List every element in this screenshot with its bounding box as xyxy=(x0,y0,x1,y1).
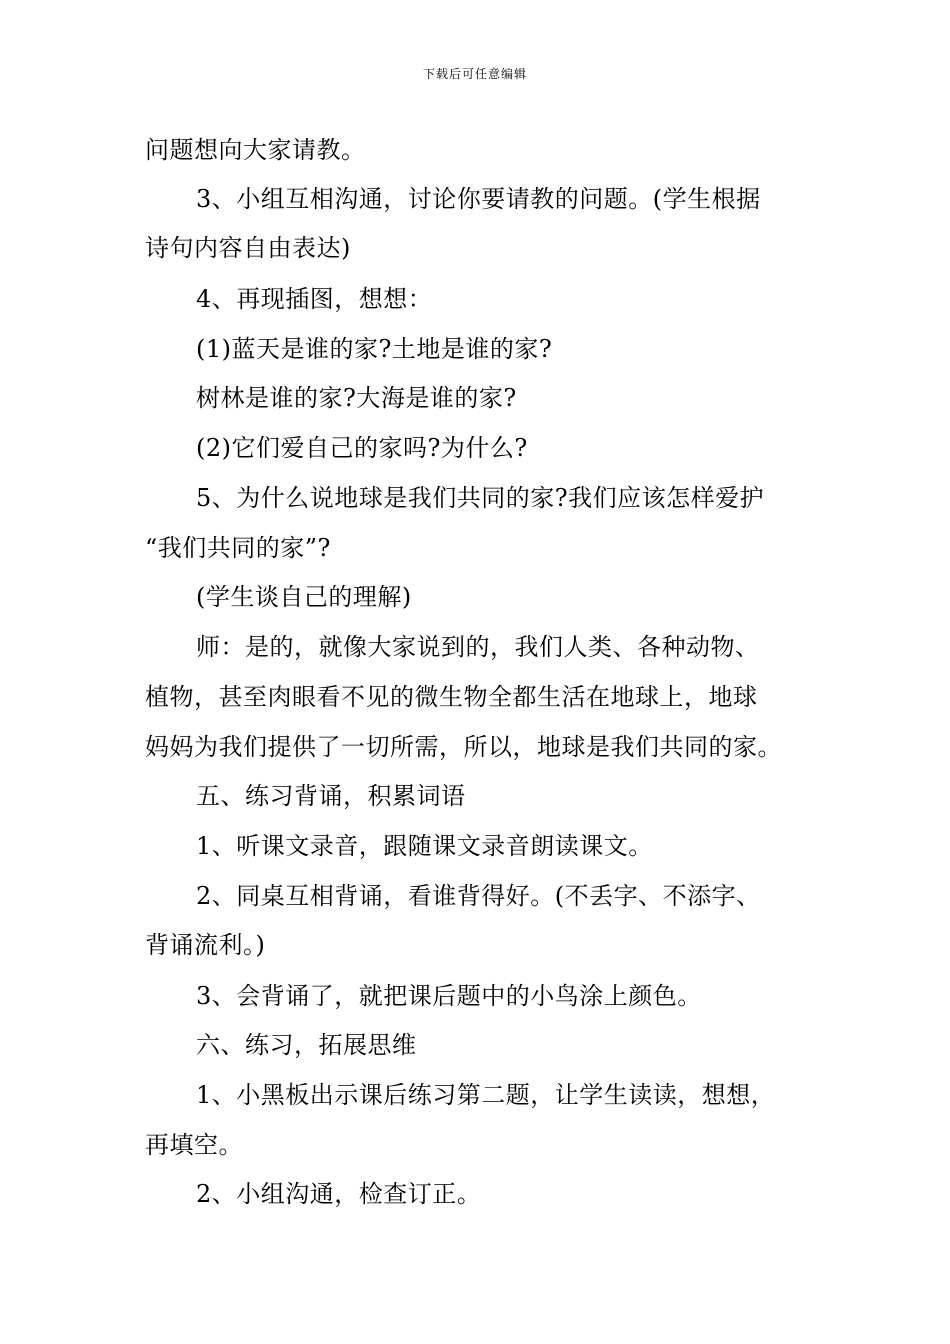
paragraph-line: 植物，甚至肉眼看不见的微生物全都生活在地球上，地球 xyxy=(145,683,758,711)
paragraph-line: (学生谈自己的理解) xyxy=(196,583,412,611)
paragraph-line: (1)蓝天是谁的家?土地是谁的家? xyxy=(196,335,553,363)
paragraph-line: 4、再现插图，想想： xyxy=(196,285,433,313)
paragraph-line: 1、小黑板出示课后练习第二题，让学生读读，想想， xyxy=(196,1081,776,1109)
paragraph-line: 5、为什么说地球是我们共同的家?我们应该怎样爱护 xyxy=(196,484,765,512)
paragraph-line: 妈妈为我们提供了一切所需，所以，地球是我们共同的家。 xyxy=(145,733,782,761)
paragraph-line: 再填空。 xyxy=(145,1131,243,1159)
paragraph-line: 1、听课文录音，跟随课文录音朗读课文。 xyxy=(196,832,653,860)
paragraph-line: 2、小组沟通，检查订正。 xyxy=(196,1180,482,1208)
page-header: 下载后可任意编辑 xyxy=(422,67,527,81)
paragraph-line: 问题想向大家请教。 xyxy=(145,136,366,164)
paragraph-line: 六、练习，拓展思维 xyxy=(196,1031,417,1059)
paragraph-line: 2、同桌互相背诵，看谁背得好。(不丢字、不添字、 xyxy=(196,882,761,910)
paragraph-line: “我们共同的家”? xyxy=(145,534,331,562)
paragraph-line: 3、会背诵了，就把课后题中的小鸟涂上颜色。 xyxy=(196,982,702,1010)
paragraph-line: 师：是的，就像大家说到的，我们人类、各种动物、 xyxy=(196,633,760,661)
paragraph-line: 树林是谁的家?大海是谁的家? xyxy=(196,384,517,412)
paragraph-line: 背诵流利。) xyxy=(145,931,266,959)
paragraph-line: 诗句内容自由表达) xyxy=(145,234,351,262)
paragraph-line: (2)它们爱自己的家吗?为什么? xyxy=(196,434,528,462)
paragraph-line: 五、练习背诵，积累词语 xyxy=(196,782,466,810)
paragraph-line: 3、小组互相沟通，讨论你要请教的问题。(学生根据 xyxy=(196,185,761,213)
